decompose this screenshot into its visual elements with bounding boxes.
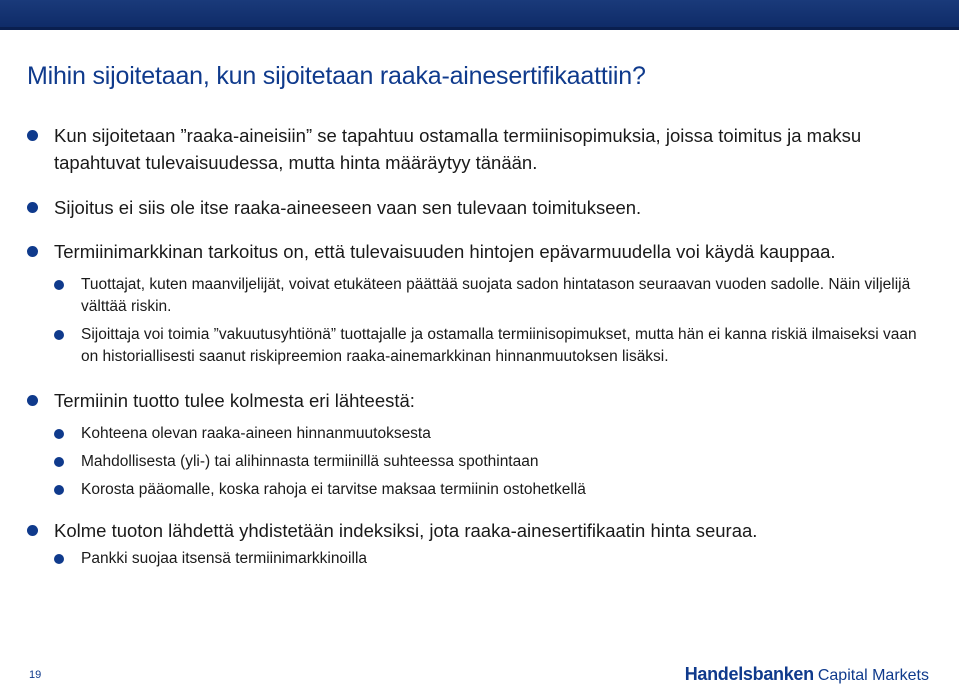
bullet-dot-icon <box>27 202 38 213</box>
sub-bullet-text: Mahdollisesta (yli-) tai alihinnasta termiinillä suhteessa spothintaan <box>81 453 539 470</box>
bullet-dot-icon <box>27 130 38 141</box>
sub-bullet-text: Sijoittaja voi toimia ”vakuutusyhtiönä” tuottajalle ja ostamalla termiinisopimukset, mutta hän ei kanna riskiä ilmaiseksi vaan on historiallisesti saanut riskipreemion raaka-ainemarkkinan hinnanmuutoksen lisäksi. <box>81 326 917 365</box>
sub-bullet-item <box>54 324 927 368</box>
bullet-item <box>27 122 927 176</box>
sub-bullet-text: Tuottajat, kuten maanviljelijät, voivat etukäteen päättää suojata sadon hintatason seuraavan vuoden sadolle. Näin viljelijä välttää riskin. <box>81 276 911 315</box>
bullet-text: Termiinimarkkinan tarkoitus on, että tulevaisuuden hintojen epävarmuudella voi käydä kauppaa. <box>54 241 836 262</box>
bullet-dot-icon <box>54 457 64 467</box>
sub-bullet-item <box>54 479 927 501</box>
bullet-dot-icon <box>27 395 38 406</box>
bullet-dot-icon <box>54 554 64 564</box>
sub-bullet-text: Korosta pääomalle, koska rahoja ei tarvitse maksaa termiinin ostohetkellä <box>81 481 586 498</box>
bullet-dot-icon <box>27 525 38 536</box>
bullet-list <box>27 122 927 570</box>
bullet-dot-icon <box>54 330 64 340</box>
bullet-item <box>27 517 927 544</box>
sub-bullet-text: Pankki suojaa itsensä termiinimarkkinoilla <box>81 550 368 567</box>
bullet-text: Termiinin tuotto tulee kolmesta eri lähteestä: <box>54 390 415 411</box>
bullet-text: Sijoitus ei siis ole itse raaka-aineeseen vaan sen tulevaan toimitukseen. <box>54 197 642 218</box>
slide-title: Mihin sijoitetaan, kun sijoitetaan raaka-ainesertifikaattiin? <box>27 62 646 90</box>
sub-bullet-text: Kohteena olevan raaka-aineen hinnanmuutoksesta <box>81 425 431 442</box>
brand-subtitle: Capital Markets <box>817 667 929 684</box>
bullet-dot-icon <box>54 280 64 290</box>
page-number: 19 <box>29 669 42 681</box>
bullet-item <box>27 238 927 265</box>
bullet-dot-icon <box>54 485 64 495</box>
top-banner <box>0 0 959 30</box>
sub-bullet-item <box>54 548 927 570</box>
bullet-text: Kun sijoitetaan ”raaka-aineisiin” se tapahtuu ostamalla termiinisopimuksia, joissa toimitus ja maksu tapahtuvat tulevaisuudessa, mutta hinta määräytyy tänään. <box>54 125 862 173</box>
sub-bullet-item <box>54 423 927 445</box>
bullet-text: Kolme tuoton lähdettä yhdistetään indeksiksi, jota raaka-ainesertifikaatin hinta seuraa. <box>54 520 758 541</box>
bullet-item <box>27 194 927 221</box>
bullet-dot-icon <box>54 429 64 439</box>
bullet-item <box>27 387 927 414</box>
brand-logo <box>685 664 929 685</box>
bullet-dot-icon <box>27 246 38 257</box>
brand-name: Handelsbanken <box>684 664 814 684</box>
sub-bullet-item <box>54 451 927 473</box>
sub-bullet-item <box>54 274 927 318</box>
